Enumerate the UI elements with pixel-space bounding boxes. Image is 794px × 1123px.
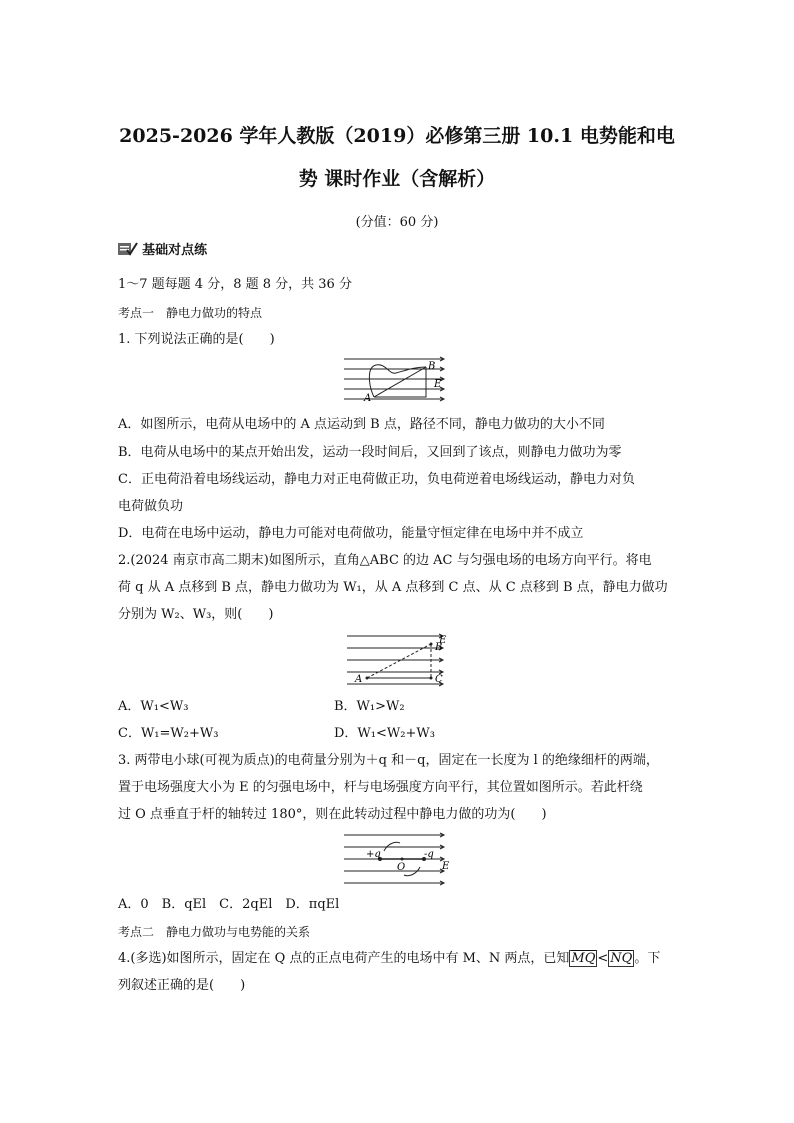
q3-label-o: O — [397, 862, 406, 873]
section-header — [118, 242, 207, 259]
q2-line2: 荷 q 从 A 点移到 B 点，静电力做功为 W₁，从 A 点移到 C 点、从 C 点移到 B 点，静电力做功 — [118, 580, 668, 595]
q1-option-d: D．电荷在电场中运动，静电力可能对电荷做功，能量守恒定律在电场中并不成立 — [118, 526, 584, 541]
q2-option-a: A．W₁<W₃ — [118, 699, 189, 714]
q3-label-e: E — [442, 861, 450, 872]
q4-mq: $\overline{MQ}$ — [571, 951, 596, 966]
q1-option-c-line2: 电荷做负功 — [118, 499, 184, 514]
q4-line1-start: 4.(多选)如图所示，固定在 Q 点的正点电荷产生的电场中有 M、N 两点，已知 — [118, 951, 570, 966]
q4-line1-end: 。下 — [634, 951, 661, 966]
q3-label-minus-q: -q — [424, 849, 434, 860]
q2-option-c: C．W₁=W₂+W₃ — [118, 726, 219, 741]
q1-stem: 1. 下列说法正确的是( ) — [118, 332, 275, 347]
q2-line1: 2.(2024 南京市高二期末)如图所示，直角△ABC 的边 AC 与匀强电场的电场方向平行。将电 — [118, 553, 652, 568]
q1-label-a: A — [364, 393, 372, 404]
q3-rod-figure — [344, 833, 456, 885]
q2-label-a: A — [355, 674, 363, 685]
q4-line2: 列叙述正确的是( ) — [118, 978, 246, 993]
q2-option-b: B．W₁>W₂ — [334, 699, 405, 714]
q3-options: A．0 B．qEl C．2qEl D．πqEl — [118, 897, 340, 912]
q3-label-plus-q: +q — [366, 849, 381, 860]
q2-triangle-figure — [347, 634, 457, 689]
q1-option-c-line1: C．正电荷沿着电场线运动，静电力对正电荷做正功，负电荷逆着电场线运动，静电力对负 — [118, 472, 635, 487]
kaodian-2: 考点二 静电力做功与电势能的关系 — [118, 925, 311, 939]
q4-nq: $\overline{NQ}$ — [610, 951, 633, 966]
q2-option-d: D．W₁<W₂+W₃ — [334, 726, 435, 741]
q1-option-b: B．电荷从电场中的某点开始出发，运动一段时间后，又回到了该点，则静电力做功为零 — [118, 445, 622, 460]
q4-line1 — [118, 951, 660, 967]
q2-label-c: C — [435, 674, 443, 685]
q2-line3: 分别为 W₂、W₃，则( ) — [118, 607, 274, 622]
doc-title-line1: 2025-2026 学年人教版（2019）必修第三册 10.1 电势能和电 — [119, 125, 675, 147]
scoring-note: 1～7 题每题 4 分，8 题 8 分，共 36 分 — [118, 277, 352, 292]
q1-field-figure — [344, 357, 454, 407]
checklist-icon — [118, 242, 138, 256]
score-note: (分值：60 分) — [355, 215, 439, 230]
q4-lt: < — [597, 951, 609, 966]
q2-label-b: B — [435, 642, 443, 653]
section-title: 基础对点练 — [142, 243, 208, 258]
q1-option-a: A．如图所示，电荷从电场中的 A 点运动到 B 点，路径不同，静电力做功的大小不同 — [118, 417, 605, 432]
q1-label-e: E — [434, 379, 442, 390]
kaodian-1: 考点一 静电力做功的特点 — [118, 306, 263, 320]
q3-line2: 置于电场强度大小为 E 的匀强电场中，杆与电场强度方向平行，其位置如图所示。若此杆绕 — [118, 780, 643, 795]
q1-label-b: B — [428, 361, 436, 372]
q2-label-e: E — [439, 635, 447, 646]
q3-line3: 过 O 点垂直于杆的轴转过 180°，则在此转动过程中静电力做的功为( ) — [118, 807, 547, 822]
doc-title-line2: 势 课时作业（含解析） — [298, 168, 496, 190]
q3-line1: 3. 两带电小球(可视为质点)的电荷量分别为＋q 和－q，固定在一长度为 l 的绝缘细杆的两端， — [118, 753, 659, 768]
